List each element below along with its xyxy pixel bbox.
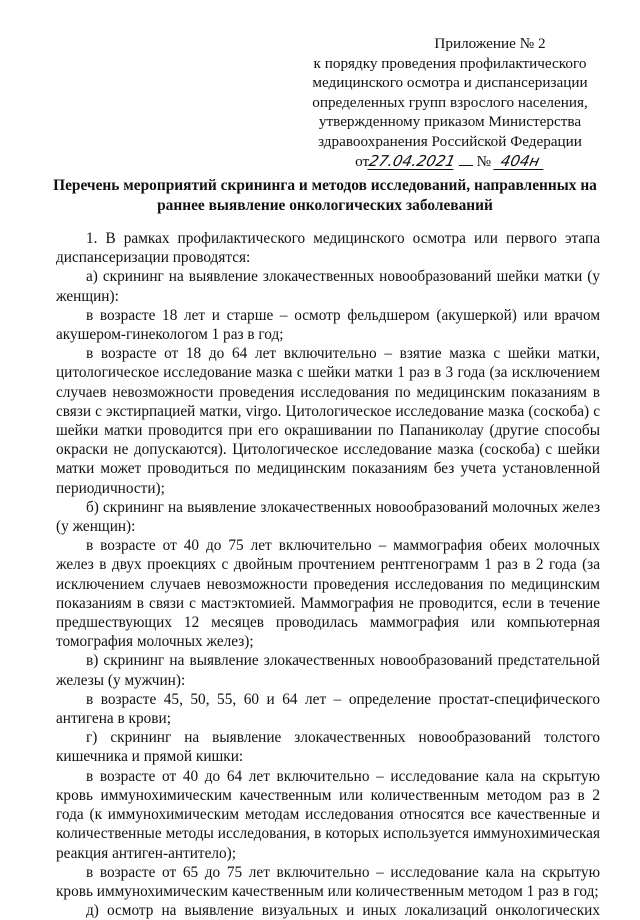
appendix-header xyxy=(300,34,600,172)
document-title: Перечень мероприятий скрининга и методов исследований, направленных на раннее выявление онкологических заболеваний xyxy=(53,177,597,214)
order-prefix: от xyxy=(355,153,370,170)
appendix-line: здравоохранения Российской Федерации xyxy=(318,132,582,150)
paragraph: в возрасте 18 лет и старше – осмотр фельдшером (акушеркой) или врачом акушером-гинекологом 1 раз в год; xyxy=(56,306,600,344)
order-date-handwritten: 27.04.2021 xyxy=(367,152,458,170)
paragraph: д) осмотр на выявление визуальных и иных локализаций онкологических xyxy=(86,902,600,920)
paragraph: г) скрининг на выявление злокачественных новообразований толстого кишечника и прямой кишки: xyxy=(56,729,600,766)
paragraph: в возрасте 45, 50, 55, 60 и 64 лет – определение простат-специфического антигена в крови; xyxy=(56,690,600,728)
paragraph: б) скрининг на выявление злокачественных новообразований молочных желез (у женщин): xyxy=(56,498,600,536)
appendix-line: к порядку проведения профилактического xyxy=(313,54,587,72)
appendix-line: определенных групп взрослого населения, xyxy=(312,93,588,111)
order-reference xyxy=(300,152,600,172)
appendix-number: Приложение № 2 xyxy=(434,35,546,52)
paragraph: а) скрининг на выявление злокачественных новообразований шейки матки (у женщин): xyxy=(56,268,600,305)
paragraph: в возрасте от 65 до 75 лет включительно – исследование кала на скрытую кровь иммунохимическим качественным или количественным методом 1 раз в год; xyxy=(56,863,600,900)
paragraph: в возрасте от 40 до 64 лет включительно – исследование кала на скрытую кровь иммунохимическим качественным или количественным методом раз в 2 года (к иммунохимическим методам исследования относятся все качественные и количественные методы исследования, в которых используется иммунохимическая реакция антиген-антитело); xyxy=(56,767,600,862)
paragraph: в возрасте от 40 до 75 лет включительно – маммография обеих молочных желез в двух проекциях с двойным прочтением рентгенограмм 1 раз в 2 года (за исключением случаев невозможности проведения исследования по медицинским показаниям в связи с мастэктомией. Маммография не проводится, если в течение предшествующих 12 месяцев проводилась маммография или компьютерная томография молочных желез); xyxy=(56,537,600,651)
appendix-line: медицинского осмотра и диспансеризации xyxy=(312,74,588,91)
order-number-label: № xyxy=(476,153,492,170)
appendix-line: утвержденному приказом Министерства xyxy=(318,113,582,130)
paragraph: 1. В рамках профилактического медицинского осмотра или первого этапа диспансеризации проводятся: xyxy=(56,230,600,267)
paragraph: в) скрининг на выявление злокачественных новообразований предстательной железы (у мужчин): xyxy=(56,652,600,689)
order-number-handwritten: 404н xyxy=(493,154,546,170)
paragraph: в возрасте от 18 до 64 лет включительно – взятие мазка с шейки матки, цитологическое исследование мазка с шейки матки 1 раз в 3 года (за исключением случаев невозможности проведения исследования по медицинским показаниям в связи с экстирпацией матки, virgo. Цитологическое исследование мазка (соскоба) с шейки матки проводится при его окрашивании по Папаниколау (другие способы окраски не допускаются). Цитологическое исследование мазка (соскоба) с шейки матки может проводиться по медицинским показаниям без учета установленной периодичности); xyxy=(56,345,600,497)
document-body xyxy=(56,229,600,920)
